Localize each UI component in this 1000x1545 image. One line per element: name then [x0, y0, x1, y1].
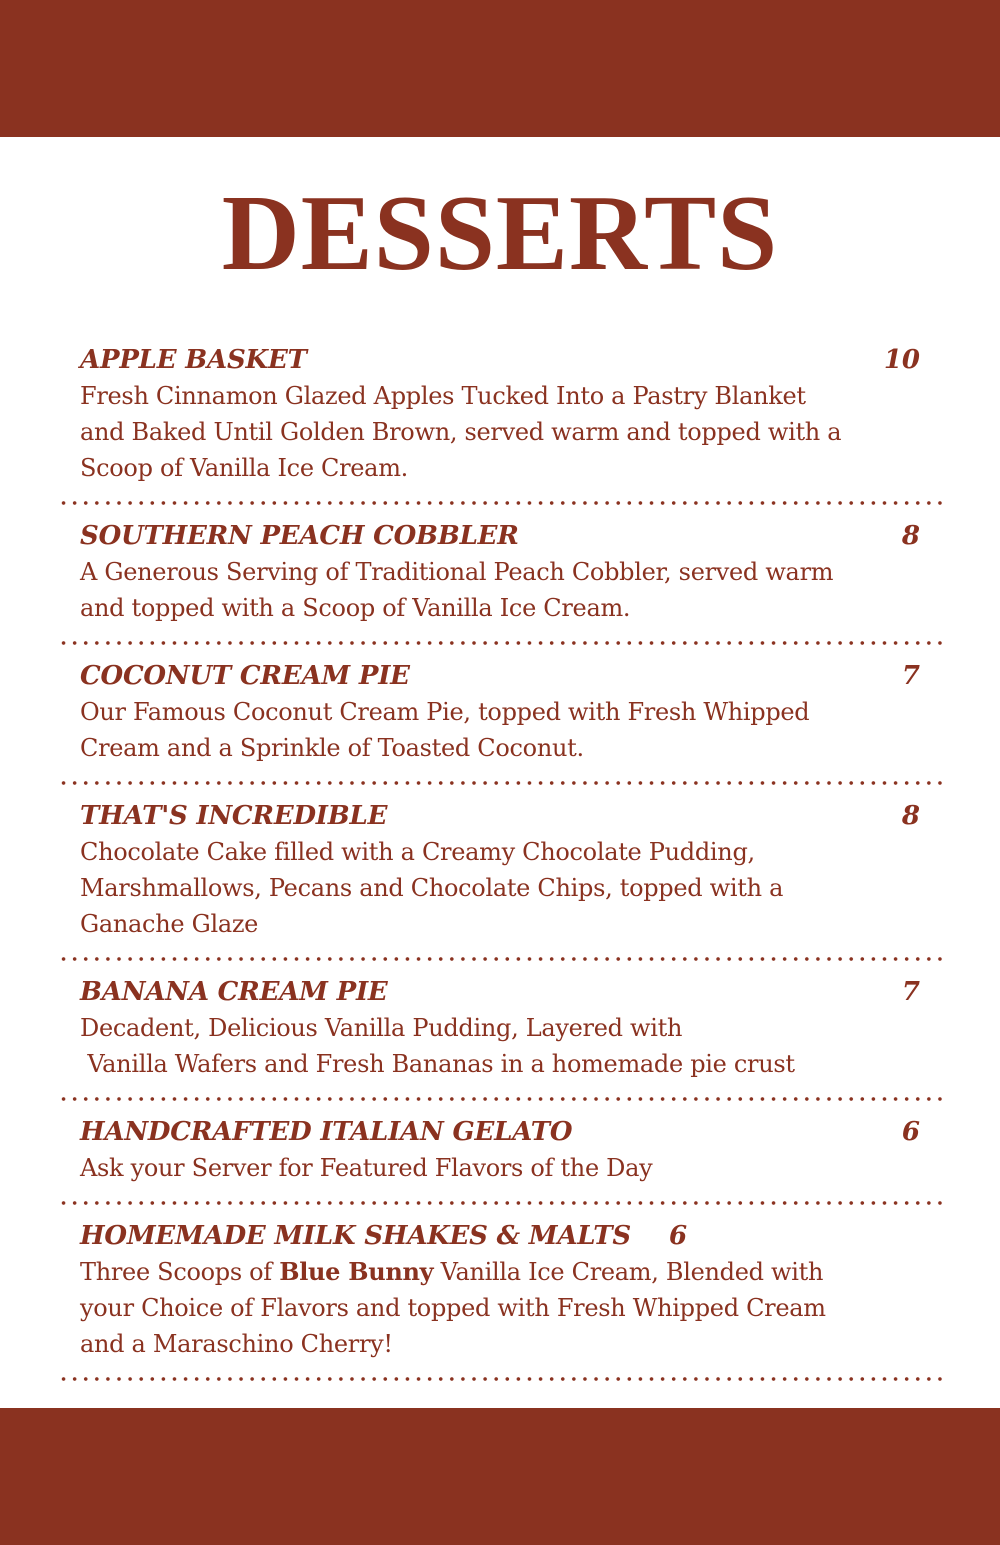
item-description: Our Famous Coconut Cream Pie, topped with Fresh Whipped Cream and a Sprinkle of Toasted Coconut. [80, 698, 810, 762]
item-price: 8 [901, 521, 920, 551]
dotted-divider [58, 632, 944, 654]
menu-item-thats-incredible [58, 798, 944, 948]
item-name: APPLE BASKET [80, 345, 307, 375]
item-description: Decadent, Delicious Vanilla Pudding, Layered with Vanilla Wafers and Fresh Bananas in a homemade pie crust [80, 1014, 795, 1078]
item-price: 6 [668, 1221, 688, 1251]
item-price: 7 [901, 661, 920, 691]
item-description: A Generous Serving of Traditional Peach Cobbler, served warm and topped with a Scoop of Vanilla Ice Cream. [80, 558, 834, 622]
item-description: Ask your Server for Featured Flavors of the Day [80, 1154, 653, 1182]
dotted-divider [58, 492, 944, 514]
item-name: HOMEMADE MILK SHAKES & MALTS [80, 1221, 631, 1251]
menu-item-apple-basket [58, 342, 944, 492]
menu-item-peach-cobbler [58, 518, 944, 632]
dotted-divider [58, 948, 944, 970]
item-description: Fresh Cinnamon Glazed Apples Tucked Into a Pastry Blanket and Baked Until Golden Brown, served warm and topped with a Scoop of Vanilla Ice Cream. [80, 382, 842, 482]
dotted-divider [58, 1192, 944, 1214]
item-price: 8 [901, 801, 920, 831]
item-name: THAT'S INCREDIBLE [80, 801, 388, 831]
dotted-divider [58, 1088, 944, 1110]
menu-item-coconut-cream-pie [58, 658, 944, 772]
top-banner [0, 0, 1000, 137]
item-price: 7 [901, 977, 920, 1007]
item-name: BANANA CREAM PIE [80, 977, 388, 1007]
item-description: Three Scoops of Blue Bunny Vanilla Ice Cream, Blended with your Choice of Flavors and topped with Fresh Whipped Cream and a Maraschino Cherry! [80, 1257, 826, 1358]
brand-name: Blue Bunny [279, 1257, 434, 1286]
dessert-menu [58, 342, 944, 1394]
item-name: COCONUT CREAM PIE [80, 661, 410, 691]
bottom-banner [0, 1408, 1000, 1545]
menu-item-milk-shakes [58, 1218, 944, 1368]
dotted-divider [58, 772, 944, 794]
page-title: DESSERTS [221, 174, 779, 293]
item-name: SOUTHERN PEACH COBBLER [80, 521, 519, 551]
menu-item-banana-cream-pie [58, 974, 944, 1088]
item-price: 10 [883, 345, 920, 375]
menu-item-italian-gelato [58, 1114, 944, 1192]
dotted-divider [58, 1368, 944, 1390]
item-price: 6 [901, 1117, 920, 1147]
item-description: Chocolate Cake filled with a Creamy Chocolate Pudding, Marshmallows, Pecans and Chocolate Chips, topped with a Ganache Glaze [80, 838, 784, 938]
item-name: HANDCRAFTED ITALIAN GELATO [80, 1117, 573, 1147]
